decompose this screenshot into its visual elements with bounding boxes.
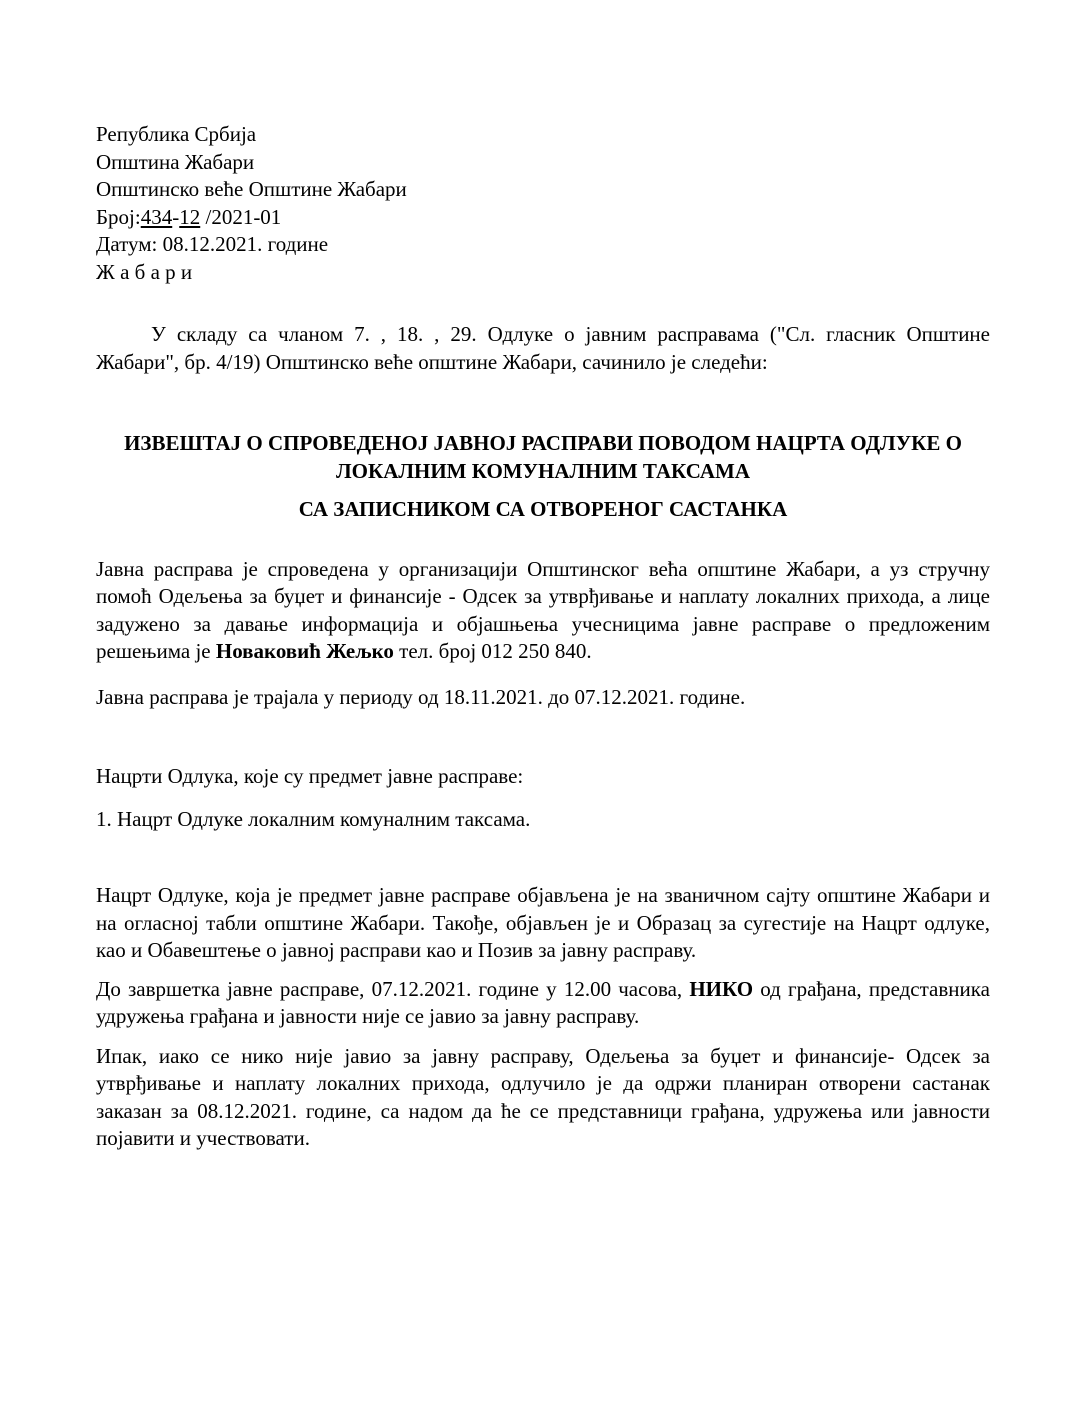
report-title: ИЗВЕШТАЈ О СПРОВЕДЕНОЈ ЈАВНОЈ РАСПРАВИ ПОВОДОМ НАЦРТА ОДЛУКЕ О ЛОКАЛНИМ КОМУНАЛНИМ ТАКСАМА bbox=[124, 431, 962, 483]
document-place-line: Ж а б а р и bbox=[96, 259, 193, 284]
intro-paragraph: У складу са чланом 7. , 18. , 29. Одлуке о јавним расправама ("Сл. гласник Општине Жабари", бр. 4/19) Општинско веће општине Жабари, сачинило је следећи: bbox=[96, 322, 990, 374]
paragraph-draft-item: 1. Нацрт Одлуке локалним комуналним таксама. bbox=[96, 806, 531, 831]
document-number-line bbox=[96, 204, 990, 232]
document-number-part1: 434 bbox=[140, 204, 173, 229]
paragraph-drafts-heading: Нацрти Одлука, које су предмет јавне расправе: bbox=[96, 764, 524, 788]
niko-emphasis: НИКО bbox=[689, 976, 754, 1001]
paragraph-publication: Нацрт Одлуке, која је предмет јавне расправе објављена је на званичном сајту општине Жабари и на огласној табли општине Жабари. Такође, објављен је и Образац за сугестије на Нацрт одлуке, као и Обавештење о јавној расправи као и Позив за јавну расправу. bbox=[96, 883, 990, 962]
contact-person-name: Новаковић Жељко bbox=[215, 639, 394, 663]
document-number-part2: 12 bbox=[179, 204, 201, 229]
report-subtitle: СА ЗАПИСНИКОМ СА ОТВОРЕНОГ САСТАНКА bbox=[298, 497, 788, 521]
paragraph-no-participants bbox=[96, 976, 990, 1031]
paragraph-organization-text-2: тел. број 012 250 840. bbox=[393, 639, 592, 663]
paragraph-organization bbox=[96, 556, 990, 666]
paragraph-organization-text-1: Јавна расправа је спроведена у организацији Општинског већа општине Жабари, а уз стручну помоћ Одељења за буџет и финансије - Одсек за утврђивање и наплату локалних прихода, а лице задужено за давање информација и објашњења учесницима јавне расправе о предложеним решењима је bbox=[96, 556, 990, 663]
paragraph-no-participants-text-1: До завршетка јавне расправе, 07.12.2021. године у 12.00 часова, bbox=[96, 976, 690, 1001]
header-country-line: Република Србија bbox=[96, 122, 257, 146]
document-number-suffix: /2021-01 bbox=[200, 204, 282, 229]
header-council-line: Општинско веће Општине Жабари bbox=[96, 177, 407, 201]
header-municipality-line: Општина Жабари bbox=[96, 149, 255, 174]
paragraph-meeting: Ипак, иако се нико није јавио за јавну расправу, Одељења за буџет и финансије- Одсек за утврђивање и наплату локалних прихода, одлучило је да одржи планиран отворени састанак заказан за 08.12.2021. године, са надом да ће се представници грађана, удружења или јавности појавити и учествовати. bbox=[96, 1043, 990, 1150]
paragraph-no-participants-text-2: од грађана, представника удружења грађана и јавности није се јавио за јавну расправу. bbox=[96, 976, 990, 1028]
paragraph-duration: Јавна расправа је трајала у периоду од 18.11.2021. до 07.12.2021. године. bbox=[96, 684, 746, 709]
document-date-line: Датум: 08.12.2021. године bbox=[96, 232, 329, 256]
document-number-label: Број: bbox=[96, 204, 141, 229]
document-header bbox=[96, 121, 990, 286]
document-number-dash: - bbox=[172, 204, 180, 229]
